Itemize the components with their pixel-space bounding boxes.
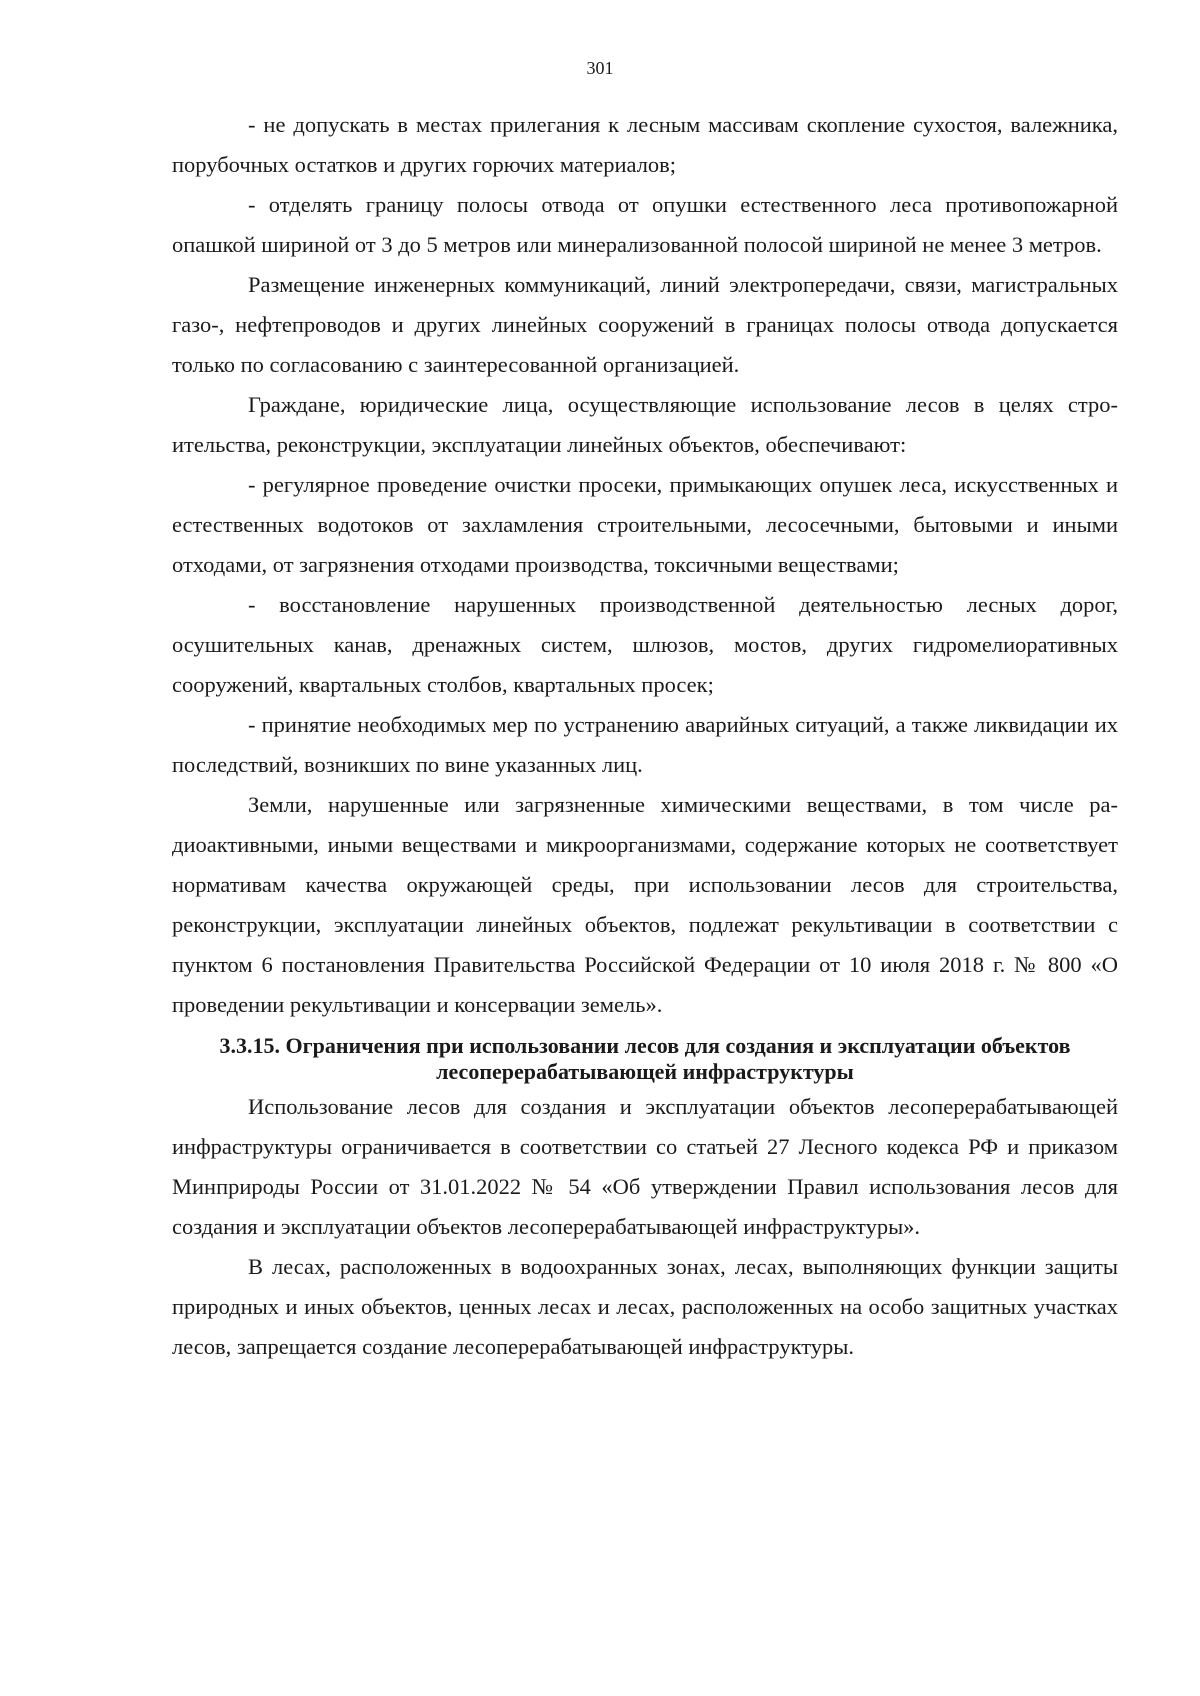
paragraph: Граждане, юридические лица, осуществляющие использование лесов в целях строительства, реконструкции, эксплуатации линейных объектов, обеспечивают:: [172, 392, 1118, 457]
section-heading-line: 3.3.15. Ограничения при использовании лесов для создания и эксплуатации объектов: [219, 1033, 1071, 1058]
paragraph: Размещение инженерных коммуникаций, линий электропередачи, связи, магистральных газо-, нефтепроводов и других линейных сооружений в границах полосы отвода допускается только по согласованию с заинтересованной организацией.: [172, 272, 1118, 377]
paragraph: - принятие необходимых мер по устранению аварийных ситуаций, а также ликвидации их последствий, возникших по вине указанных лиц.: [172, 712, 1118, 777]
paragraph: Использование лесов для создания и эксплуатации объектов лесоперерабатывающей инфраструктуры ограничивается в соответствии со статьей 27 Лесного кодекса РФ и приказом Минприроды России от 31.01.2022 № 54 «Об утверждении Правил использования лесов для создания и эксплуатации объектов лесоперерабатывающей инфраструктуры».: [172, 1094, 1118, 1239]
paragraph: В лесах, расположенных в водоохранных зонах, лесах, выполняющих функции защиты природных и иных объектов, ценных лесах и лесах, расположенных на особо защитных участках лесов, запрещается создание лесоперерабатывающей инфраструктуры.: [172, 1254, 1118, 1359]
page-number: 301: [586, 58, 614, 78]
document-body: [172, 105, 1118, 1367]
section-heading: [172, 1033, 1118, 1085]
paragraph: - регулярное проведение очистки просеки, примыкающих опушек леса, искусственных и естественных водотоков от захламления строительными, лесосечными, бытовыми и иными отходами, от загрязнения отходами производства, токсичными веществами;: [172, 472, 1118, 577]
paragraph: Земли, нарушенные или загрязненные химическими веществами, в том числе радиоактивными, иными веществами и микроорганизмами, содержание которых не соответствует нормативам качества окружающей среды, при использовании лесов для строительства, реконструкции, эксплуатации линейных объектов, подлежат рекультивации в соответствии с пунктом 6 постановления Правительства Российской Федерации от 10 июля 2018 г. № 800 «О проведении рекультивации и консервации земель».: [172, 792, 1118, 1017]
section-heading-line: лесоперерабатывающей инфраструктуры: [436, 1059, 854, 1084]
paragraph: - восстановление нарушенных производственной деятельностью лесных дорог, осушительных канав, дренажных систем, шлюзов, мостов, других гидромелиоративных сооружений, квартальных столбов, квартальных просек;: [172, 592, 1118, 697]
paragraph: - не допускать в местах прилегания к лесным массивам скопление сухостоя, валежника, порубочных остатков и других горючих материалов;: [172, 112, 1118, 177]
paragraph: - отделять границу полосы отвода от опушки естественного леса противопожарной опашкой шириной от 3 до 5 метров или минерализованной полосой шириной не менее 3 метров.: [172, 192, 1118, 257]
